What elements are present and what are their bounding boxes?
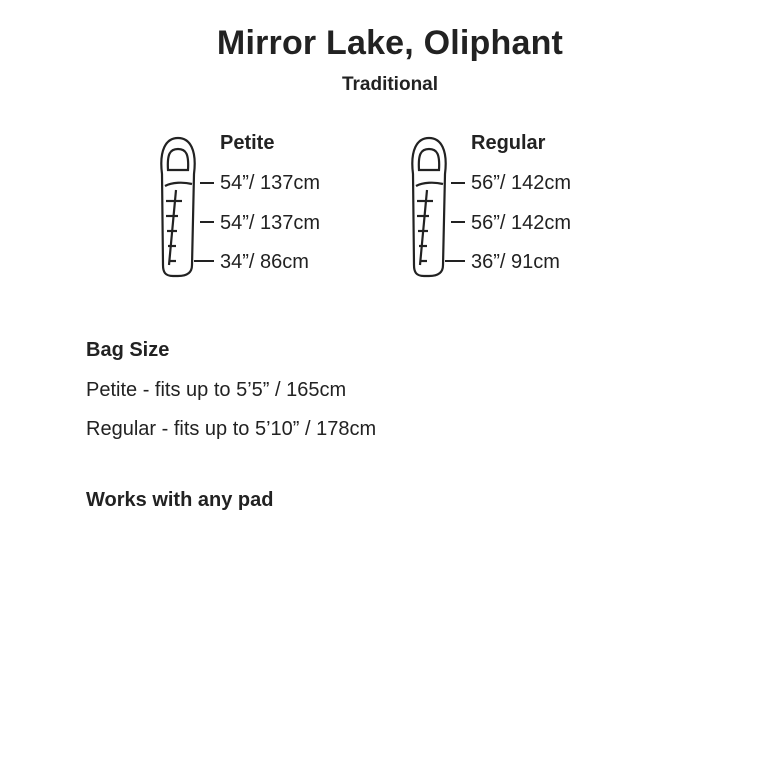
bag-size-heading: Bag Size: [86, 339, 170, 361]
page-subtitle: Traditional: [341, 74, 439, 95]
fit-line-regular: Regular - fits up to 5’10” / 178cm: [86, 418, 377, 440]
measurement-hip-petite: 54”/ 137cm: [220, 212, 321, 234]
measurement-foot-petite: 34”/ 86cm: [220, 251, 309, 273]
page-title: Mirror Lake, Oliphant: [216, 24, 564, 62]
measurement-foot-regular: 36”/ 91cm: [471, 251, 560, 273]
sleeping-bag-icon: [156, 130, 216, 280]
sleeping-bag-icon: [407, 130, 467, 280]
measurement-shoulder-petite: 54”/ 137cm: [220, 172, 321, 194]
measurement-shoulder-regular: 56”/ 142cm: [471, 172, 572, 194]
fit-line-petite: Petite - fits up to 5’5” / 165cm: [86, 379, 347, 401]
measurement-hip-regular: 56”/ 142cm: [471, 212, 572, 234]
pad-compatibility-note: Works with any pad: [86, 489, 274, 511]
size-label-regular: Regular: [471, 132, 546, 154]
size-label-petite: Petite: [220, 132, 275, 154]
